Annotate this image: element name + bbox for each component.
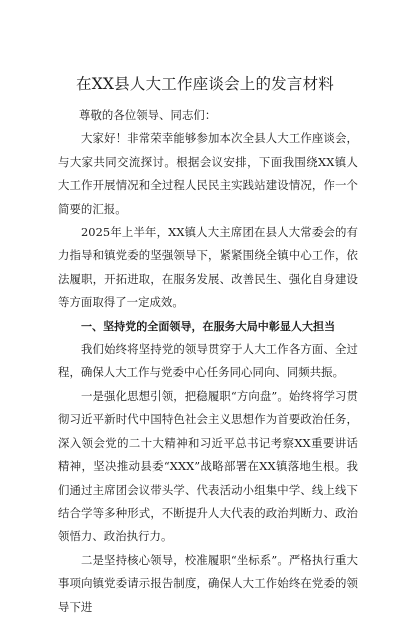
paragraph-section-intro: 我们始终将坚持党的领导贯穿于人大工作各方面、全过程，确保人大工作与党委中心任务同心同向、同频共振。 (58, 342, 358, 380)
paragraph-point-one: 一是强化思想引领，把稳履职“方向盘”。始终将学习贯彻习近平新时代中国特色社会主义思想作为首要政治任务，深入领会党的二十大精神和习近平总书记考察XX重要讲话精神，坚决推动县委“XXX”战略部署在XX镇落地生根。我们通过主席团会议带头学、代表活动小组集中学、线上线下结合学等多种形式，不断提升人大代表的政治判断力、政治领悟力、政治执行力。 (58, 388, 358, 544)
document-title: 在XX县人大工作座谈会上的发言材料 (76, 75, 334, 93)
section-heading-1: 一、坚持党的全面领导，在服务大局中彰显人大担当 (81, 319, 336, 333)
salutation: 尊敬的各位领导、同志们： (79, 108, 217, 122)
paragraph-overview: 2025年上半年，XX镇人大主席团在县人大常委会的有力指导和镇党委的坚强领导下，紧紧围绕全镇中心工作，依法履职，开拓进取，在服务发展、改善民生、强化自身建设等方面取得了一定成效。 (58, 225, 358, 310)
document-body (58, 104, 358, 619)
paragraph-point-two: 二是坚持核心领导，校准履职“坐标系”。严格执行重大事项向镇党委请示报告制度，确保人大工作始终在党委的领导下进 (58, 552, 358, 614)
paragraph-greeting: 大家好！非常荣幸能够参加本次全县人大工作座谈会，与大家共同交流探讨。根据会议安排，下面我围绕XX镇人大工作开展情况和全过程人民民主实践站建设情况，作一个简要的汇报。 (58, 131, 358, 216)
